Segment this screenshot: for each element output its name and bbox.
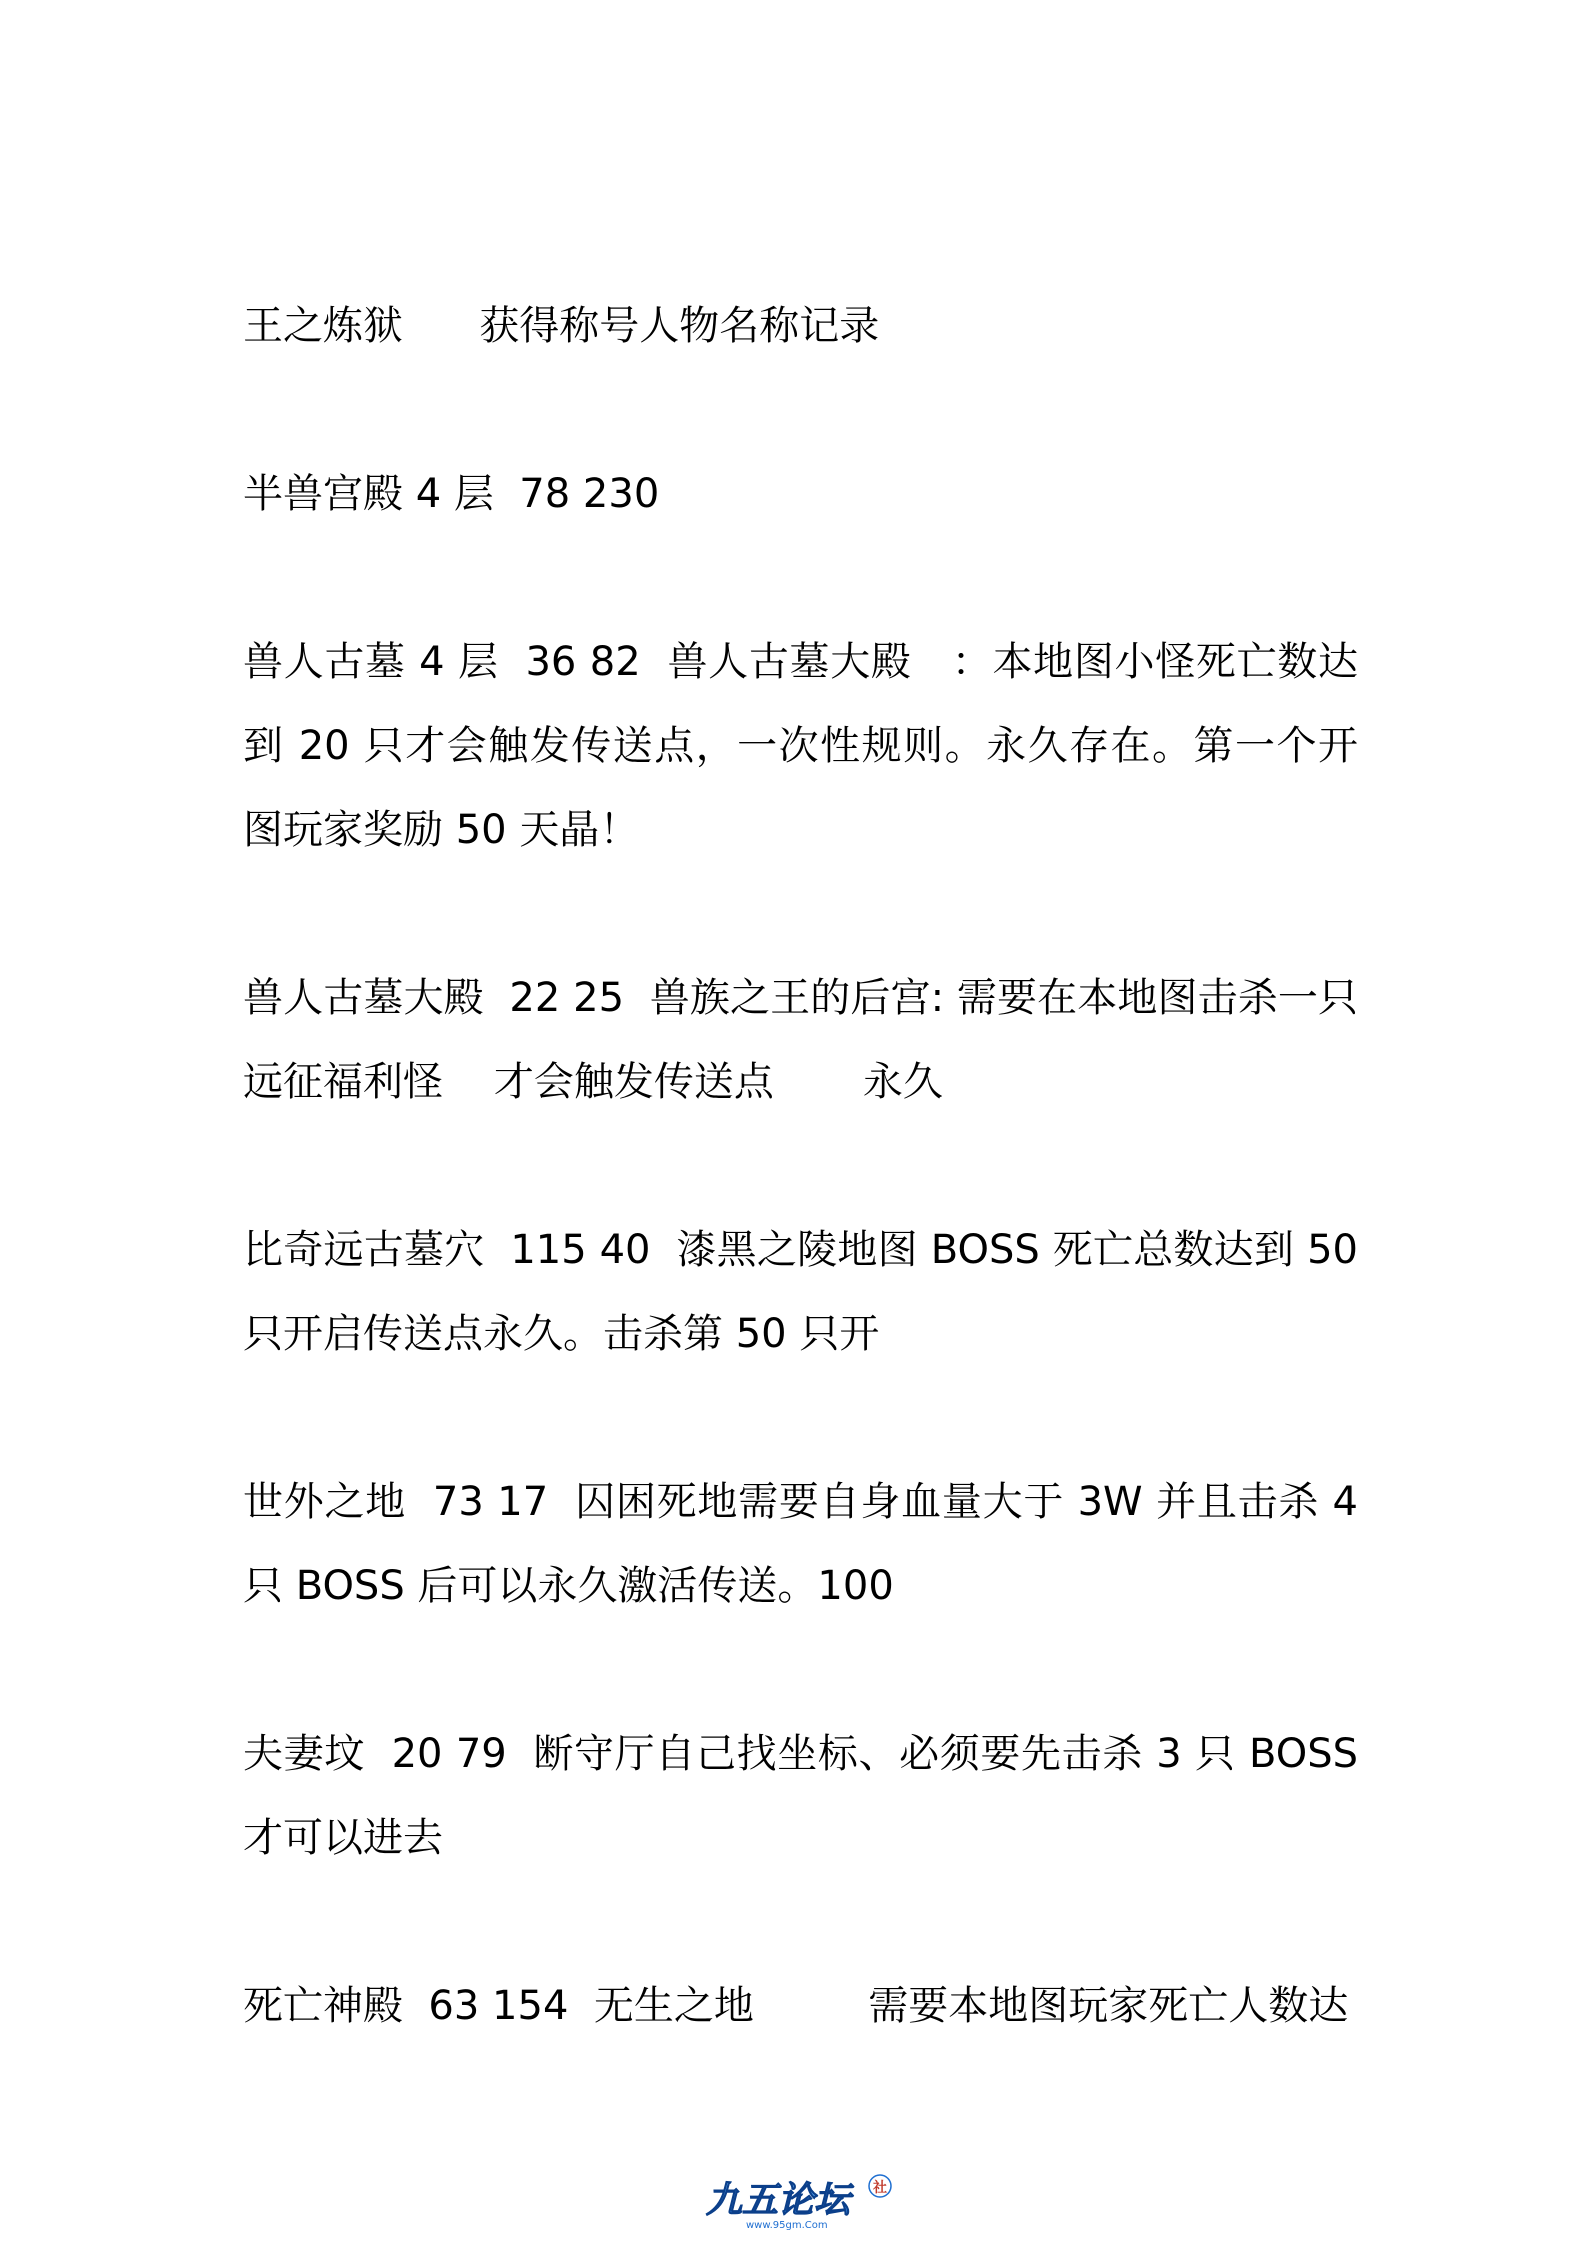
logo-subtext: www.95gm.Com: [746, 2220, 828, 2231]
paragraph-2: 兽人古墓 4 层 36 82 兽人古墓大殿 ：本地图小怪死亡数达到 20 只才会触发传送点，一次性规则。永久存在。第一个开图玩家奖励 50 天晶！: [243, 639, 1358, 853]
paragraph-4: 比奇远古墓穴 115 40 漆黑之陵地图 BOSS 死亡总数达到 50 只开启传送点永久。击杀第 50 只开: [243, 1227, 1371, 1357]
paragraph-7: 死亡神殿 63 154 无生之地 需要本地图玩家死亡人数达: [243, 1983, 1349, 2029]
paragraph-title: 王之炼狱 获得称号人物名称记录: [243, 303, 880, 349]
logo-badge: 社: [873, 2180, 887, 2196]
document-body: [243, 284, 1409, 2132]
paragraph-1: 半兽宫殿 4 层 78 230: [243, 471, 660, 517]
paragraph-5: 世外之地 73 17 囚困死地需要自身血量大于 3W 并且击杀 4 只 BOSS 后可以永久激活传送。100: [243, 1479, 1371, 1609]
logo-text: 九五论坛: [706, 2180, 851, 2221]
paragraph-3: 兽人古墓大殿 22 25 兽族之王的后宫: 需要在本地图击杀一只 远征福利怪 才会触发传送点 永久: [243, 975, 1409, 1105]
paragraph-6: 夫妻坟 20 79 断守厅自己找坐标、必须要先击杀 3 只 BOSS 才可以进去: [243, 1731, 1371, 1861]
forum-logo-icon: [698, 2172, 898, 2232]
